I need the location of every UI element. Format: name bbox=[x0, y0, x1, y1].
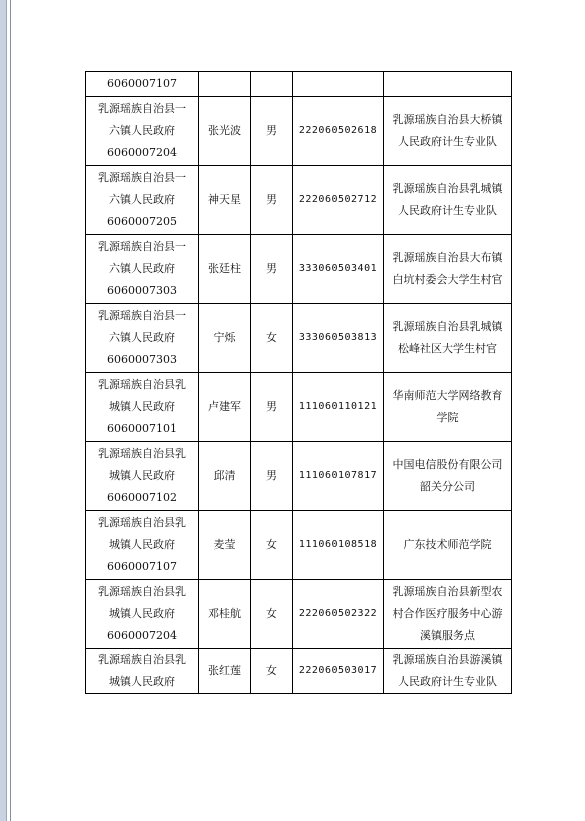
org-cell-line: 村合作医疗服务中心游 bbox=[392, 607, 503, 620]
org-cell-line: 乳源瑶族自治县大布镇 bbox=[392, 251, 503, 264]
unit-cell bbox=[86, 235, 199, 304]
page-margin-rule bbox=[10, 0, 11, 821]
sex-cell: 女 bbox=[251, 304, 293, 373]
name-cell: 麦莹 bbox=[199, 511, 251, 580]
exam-id-cell: 222060502322 bbox=[293, 580, 384, 649]
table-row bbox=[86, 72, 512, 97]
exam-id-cell: 222060503017 bbox=[293, 649, 384, 694]
unit-cell bbox=[86, 373, 199, 442]
unit-cell-line: 6060007204 bbox=[107, 146, 177, 159]
unit-cell-line: 乳源瑶族自治县一 bbox=[98, 240, 186, 253]
name-cell: 邱清 bbox=[199, 442, 251, 511]
org-cell-line: 学院 bbox=[436, 411, 459, 424]
unit-cell-line: 城镇人民政府 bbox=[109, 538, 175, 551]
exam-id-cell: 111060110121 bbox=[293, 373, 384, 442]
org-cell-line: 人民政府计生专业队 bbox=[398, 675, 497, 688]
name-cell: 宁烁 bbox=[199, 304, 251, 373]
exam-id-cell: 222060502618 bbox=[293, 97, 384, 166]
name-cell: 张红莲 bbox=[199, 649, 251, 694]
org-cell-line: 松峰社区大学生村官 bbox=[398, 342, 497, 355]
org-cell bbox=[384, 511, 512, 580]
org-cell-line: 乳源瑶族自治县新型农 bbox=[392, 585, 503, 598]
table-row bbox=[86, 97, 512, 166]
unit-cell bbox=[86, 580, 199, 649]
sex-cell: 男 bbox=[251, 442, 293, 511]
name-cell: 卢建军 bbox=[199, 373, 251, 442]
exam-id-cell: 222060502712 bbox=[293, 166, 384, 235]
unit-cell-line: 6060007303 bbox=[107, 284, 177, 297]
org-cell-line: 乳源瑶族自治县乳城镇 bbox=[392, 320, 503, 333]
unit-cell bbox=[86, 442, 199, 511]
unit-cell bbox=[86, 649, 199, 694]
unit-cell-line: 六镇人民政府 bbox=[109, 262, 175, 275]
org-cell-line: 韶关分公司 bbox=[420, 480, 475, 493]
table-row bbox=[86, 442, 512, 511]
name-cell: 邓桂航 bbox=[199, 580, 251, 649]
org-cell bbox=[384, 649, 512, 694]
org-cell-line: 白坑村委会大学生村官 bbox=[392, 273, 503, 286]
org-cell bbox=[384, 72, 512, 97]
org-cell bbox=[384, 442, 512, 511]
exam-id-cell: 111060108518 bbox=[293, 511, 384, 580]
unit-cell-line: 6060007204 bbox=[107, 629, 177, 642]
unit-cell-line: 乳源瑶族自治县一 bbox=[98, 309, 186, 322]
sex-cell: 女 bbox=[251, 649, 293, 694]
org-cell-line: 乳源瑶族自治县大桥镇 bbox=[392, 113, 503, 126]
exam-id-cell: 333060503401 bbox=[293, 235, 384, 304]
unit-cell-line: 六镇人民政府 bbox=[109, 124, 175, 137]
org-cell bbox=[384, 373, 512, 442]
unit-cell bbox=[86, 511, 199, 580]
org-cell bbox=[384, 97, 512, 166]
unit-cell-line: 乳源瑶族自治县一 bbox=[98, 102, 186, 115]
unit-cell-line: 乳源瑶族自治县乳 bbox=[98, 653, 186, 666]
org-cell-line: 华南师范大学网络教育 bbox=[392, 389, 503, 402]
unit-cell-line: 乳源瑶族自治县乳 bbox=[98, 516, 186, 529]
org-cell-line: 乳源瑶族自治县乳城镇 bbox=[392, 182, 503, 195]
table-row bbox=[86, 649, 512, 694]
unit-cell-line: 乳源瑶族自治县乳 bbox=[98, 585, 186, 598]
candidate-table-body bbox=[86, 72, 512, 694]
table-row bbox=[86, 235, 512, 304]
sex-cell: 男 bbox=[251, 166, 293, 235]
unit-cell-line: 6060007107 bbox=[107, 77, 177, 90]
unit-cell-line: 城镇人民政府 bbox=[109, 469, 175, 482]
unit-cell-line: 六镇人民政府 bbox=[109, 193, 175, 206]
sex-cell: 男 bbox=[251, 235, 293, 304]
unit-cell-line: 城镇人民政府 bbox=[109, 675, 175, 688]
name-cell bbox=[199, 72, 251, 97]
name-cell: 张光波 bbox=[199, 97, 251, 166]
unit-cell-line: 乳源瑶族自治县乳 bbox=[98, 447, 186, 460]
org-cell bbox=[384, 166, 512, 235]
sex-cell: 男 bbox=[251, 373, 293, 442]
unit-cell-line: 乳源瑶族自治县一 bbox=[98, 171, 186, 184]
unit-cell-line: 六镇人民政府 bbox=[109, 331, 175, 344]
org-cell bbox=[384, 235, 512, 304]
org-cell-line: 人民政府计生专业队 bbox=[398, 135, 497, 148]
sex-cell bbox=[251, 72, 293, 97]
sex-cell: 女 bbox=[251, 511, 293, 580]
exam-id-cell: 333060503813 bbox=[293, 304, 384, 373]
unit-cell-line: 6060007101 bbox=[107, 422, 177, 435]
unit-cell-line: 城镇人民政府 bbox=[109, 607, 175, 620]
sex-cell: 女 bbox=[251, 580, 293, 649]
unit-cell-line: 6060007205 bbox=[107, 215, 177, 228]
unit-cell bbox=[86, 304, 199, 373]
org-cell bbox=[384, 580, 512, 649]
exam-id-cell bbox=[293, 72, 384, 97]
name-cell: 神天星 bbox=[199, 166, 251, 235]
unit-cell bbox=[86, 97, 199, 166]
table-row bbox=[86, 580, 512, 649]
org-cell-line: 乳源瑶族自治县游溪镇 bbox=[392, 653, 503, 666]
table-row bbox=[86, 166, 512, 235]
unit-cell-line: 城镇人民政府 bbox=[109, 400, 175, 413]
org-cell-line: 广东技术师范学院 bbox=[403, 538, 492, 551]
name-cell: 张廷柱 bbox=[199, 235, 251, 304]
unit-cell-line: 乳源瑶族自治县乳 bbox=[98, 378, 186, 391]
org-cell-line: 溪镇服务点 bbox=[420, 629, 475, 642]
table-row bbox=[86, 304, 512, 373]
table-row bbox=[86, 373, 512, 442]
org-cell-line: 人民政府计生专业队 bbox=[398, 204, 497, 217]
candidate-table bbox=[85, 71, 512, 694]
unit-cell-line: 6060007107 bbox=[107, 560, 177, 573]
exam-id-cell: 111060107817 bbox=[293, 442, 384, 511]
org-cell bbox=[384, 304, 512, 373]
unit-cell-line: 6060007102 bbox=[107, 491, 177, 504]
table-row bbox=[86, 511, 512, 580]
unit-cell bbox=[86, 166, 199, 235]
unit-cell-line: 6060007303 bbox=[107, 353, 177, 366]
document-page bbox=[7, 0, 585, 821]
unit-cell bbox=[86, 72, 199, 97]
sex-cell: 男 bbox=[251, 97, 293, 166]
org-cell-line: 中国电信股份有限公司 bbox=[392, 458, 503, 471]
